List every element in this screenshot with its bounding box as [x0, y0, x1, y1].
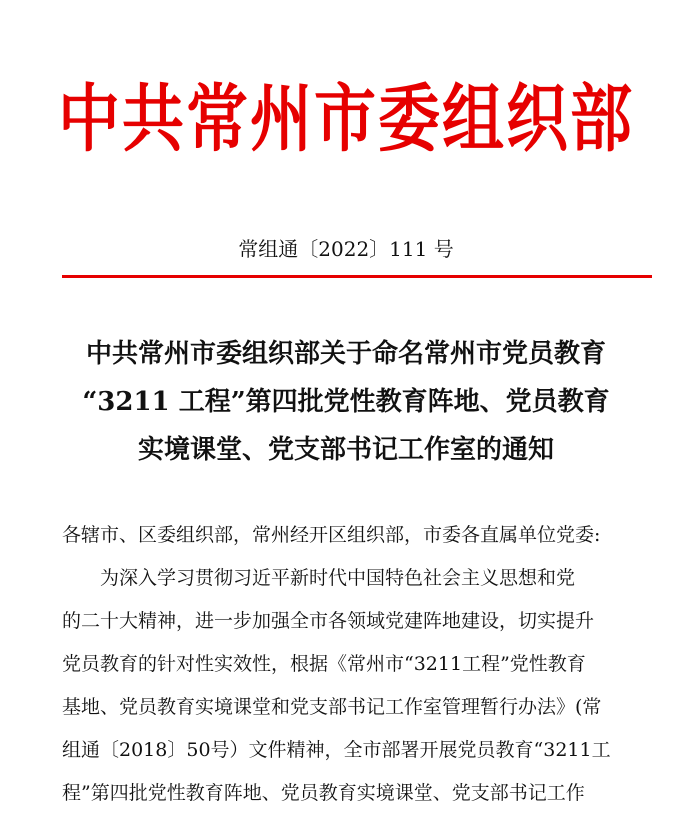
salutation: 各辖市、区委组织部，常州经开区组织部，市委各直属单位党委:	[62, 524, 601, 546]
body-line-1: 为深入学习贯彻习近平新时代中国特色社会主义思想和党	[100, 567, 576, 589]
issuing-organization-header: 中共常州市委组织部	[57, 75, 634, 162]
document-number: 常组通〔2022〕111 号	[238, 237, 454, 261]
body-line-6: 程”第四批党性教育阵地、党员教育实境课堂、党支部书记工作	[62, 782, 585, 804]
document-body	[62, 514, 654, 815]
red-divider-line	[62, 275, 652, 278]
document-title	[40, 330, 652, 474]
body-line-5: 组通〔2018〕50号）文件精神，全市部署开展党员教育“3211工	[62, 739, 611, 761]
title-line-2: “3211 工程”第四批党性教育阵地、党员教育	[82, 387, 610, 417]
title-line-1: 中共常州市委组织部关于命名常州市党员教育	[85, 339, 606, 369]
body-line-3: 党员教育的针对性实效性，根据《常州市“3211工程”党性教育	[62, 653, 586, 675]
title-line-3: 实境课堂、党支部书记工作室的通知	[137, 435, 554, 465]
body-line-2: 的二十大精神，进一步加强全市各领域党建阵地建设，切实提升	[62, 610, 595, 632]
body-line-4: 基地、党员教育实境课堂和党支部书记工作室管理暂行办法》(常	[62, 696, 602, 718]
